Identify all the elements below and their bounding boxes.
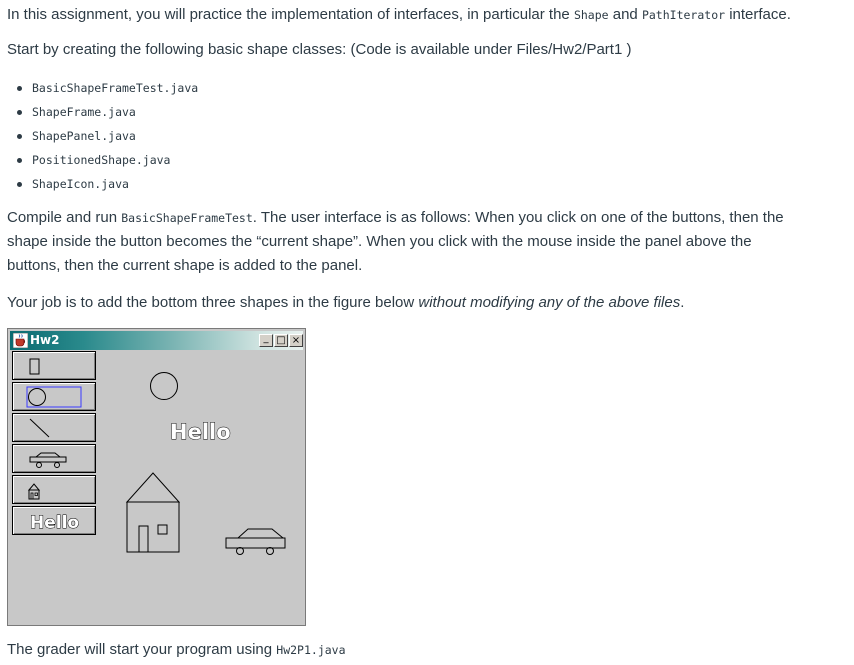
grader-paragraph xyxy=(7,638,346,662)
compile-line3: buttons, then the current shape is added to the panel. xyxy=(7,257,363,274)
minimize-icon: _ xyxy=(263,333,269,344)
hw2-window xyxy=(7,328,306,626)
drawn-house xyxy=(127,473,179,552)
code-hw2p1: Hw2P1.java xyxy=(276,643,346,657)
job-tail: . xyxy=(680,294,685,311)
intro-paragraph xyxy=(7,3,791,27)
drawing-panel[interactable] xyxy=(8,329,305,625)
file-item: ShapePanel.java xyxy=(0,124,198,148)
compile-line2: shape inside the button becomes the “current shape”. When you click with the mouse inside the panel above the xyxy=(7,233,752,250)
compile-paragraph xyxy=(7,206,784,278)
job-emphasis: without modifying any of the above files xyxy=(418,294,681,311)
intro-tail: interface. xyxy=(725,6,791,23)
job-lead: Your job is to add the bottom three shapes in the figure below xyxy=(7,294,419,311)
file-item: BasicShapeFrameTest.java xyxy=(0,76,198,100)
code-pathiterator: PathIterator xyxy=(641,8,726,22)
job-paragraph xyxy=(7,291,684,315)
drawn-circle xyxy=(151,373,178,400)
window-title: Hw2 xyxy=(30,333,60,347)
grader-lead: The grader will start your program using xyxy=(7,641,277,658)
compile-lead: Compile and run xyxy=(7,209,122,226)
file-list xyxy=(0,76,198,196)
close-icon: × xyxy=(291,335,301,346)
start-paragraph xyxy=(7,38,631,62)
file-item: ShapeIcon.java xyxy=(0,172,198,196)
code-basicshapeframetest: BasicShapeFrameTest xyxy=(121,211,253,225)
drawn-car xyxy=(226,529,285,555)
file-item: ShapeFrame.java xyxy=(0,100,198,124)
file-item: PositionedShape.java xyxy=(0,148,198,172)
compile-line1: . The user interface is as follows: When you click on one of the buttons, then the xyxy=(252,209,784,226)
intro-and: and xyxy=(608,6,642,23)
intro-text: In this assignment, you will practice the implementation of interfaces, in particular the xyxy=(7,6,574,23)
button-hello-text: Hello xyxy=(30,513,80,533)
drawn-hello-text: Hello xyxy=(170,420,231,444)
maximize-icon: □ xyxy=(276,335,286,346)
code-shape: Shape xyxy=(573,8,609,22)
start-text: Start by creating the following basic shape classes: (Code is available under Files/Hw2/Part1 ) xyxy=(7,41,632,58)
